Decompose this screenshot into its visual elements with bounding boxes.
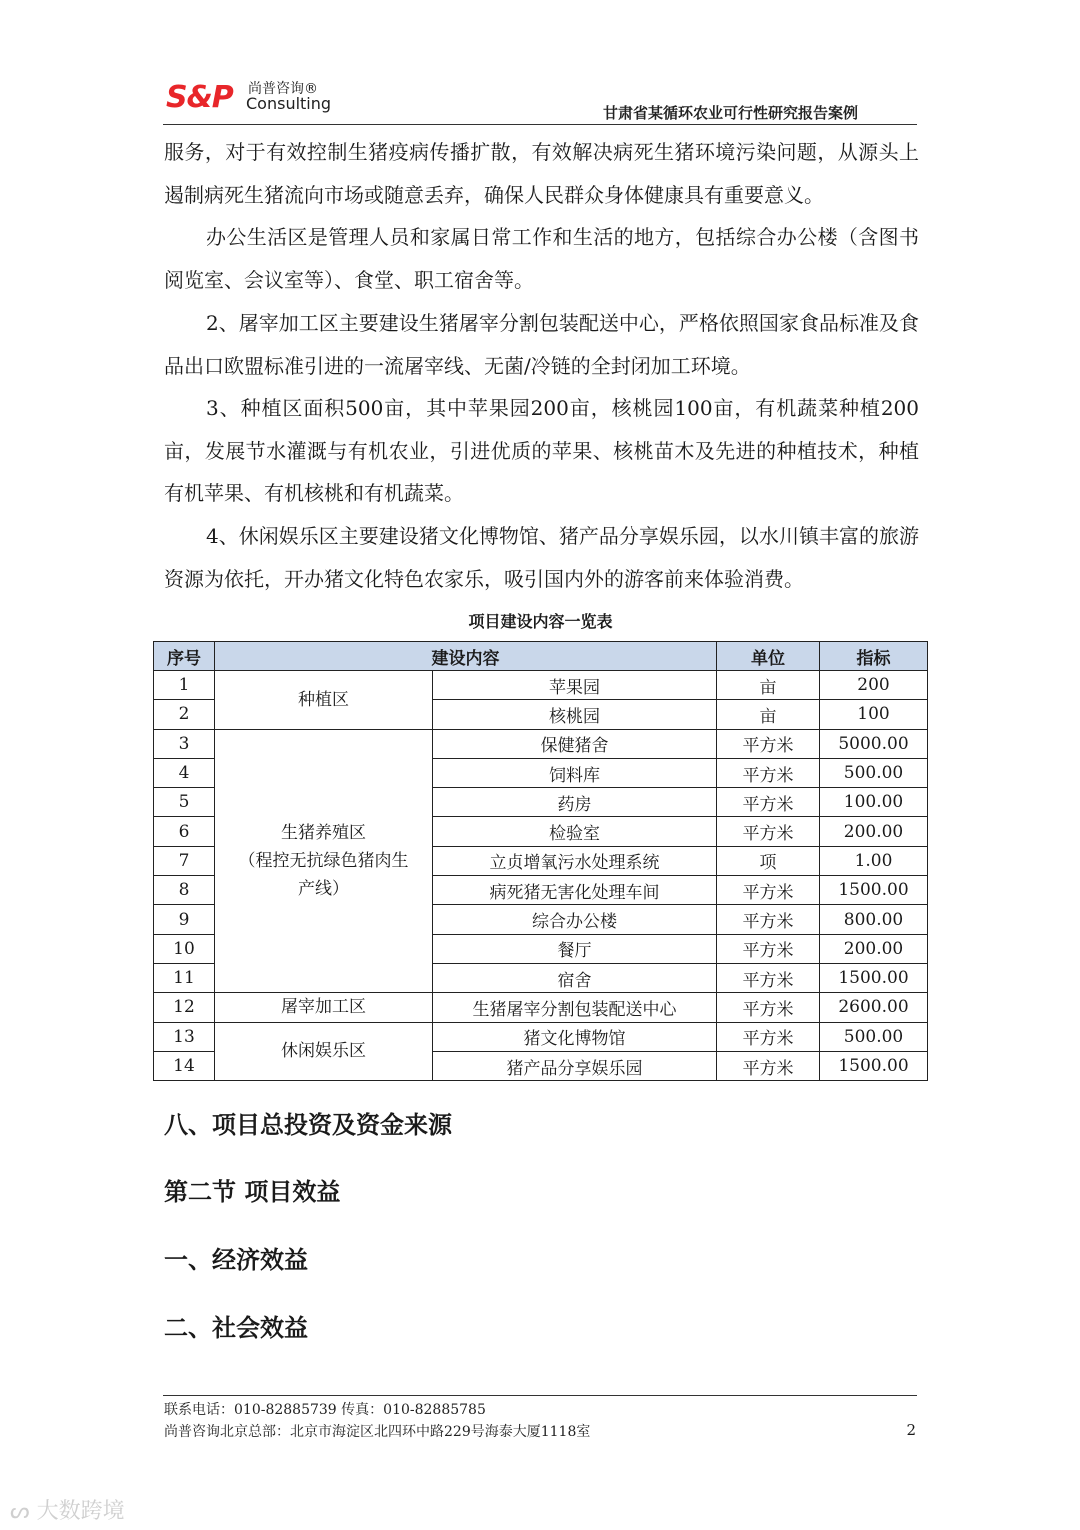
- table-header-row: [154, 642, 928, 671]
- paragraph-1: 服务，对于有效控制生猪疫病传播扩散，有效解决病死生猪环境污染问题，从源头上遏制病死生猪流向市场或随意丢弃，确保人民群众身体健康具有重要意义。: [164, 140, 919, 207]
- row-unit: 平方米: [717, 934, 820, 963]
- logo-english-name: Consulting: [246, 94, 332, 113]
- row-value: 100.00: [820, 788, 928, 817]
- zone-breeding: [215, 729, 433, 993]
- header-divider: [163, 124, 917, 125]
- row-item: 立贞增氧污水处理系统: [433, 846, 717, 875]
- table-row: [154, 1022, 928, 1051]
- row-no: 2: [154, 700, 215, 729]
- logo-chinese-name: 尚普咨询®: [248, 81, 318, 97]
- row-no: 10: [154, 934, 215, 963]
- row-unit: 平方米: [717, 758, 820, 787]
- row-item: 饲料库: [433, 758, 717, 787]
- section-heading-benefits: 第二节 项目效益: [164, 1178, 341, 1206]
- row-no: 9: [154, 905, 215, 934]
- row-item: 核桃园: [433, 700, 717, 729]
- paragraph-5: 4、休闲娱乐区主要建设猪文化博物馆、猪产品分享娱乐园，以水川镇丰富的旅游资源为依托，开办猪文化特色农家乐，吸引国内外的游客前来体验消费。: [164, 524, 919, 591]
- watermark: [10, 1494, 125, 1525]
- footer-divider: [163, 1395, 917, 1396]
- row-value: 5000.00: [820, 729, 928, 758]
- page-number: 2: [906, 1421, 916, 1439]
- row-unit: 亩: [717, 700, 820, 729]
- row-no: 1: [154, 671, 215, 700]
- row-item: 餐厅: [433, 934, 717, 963]
- paragraph-3: 2、屠宰加工区主要建设生猪屠宰分割包装配送中心，严格依照国家食品标准及食品出口欧盟标准引进的一流屠宰线、无菌/冷链的全封闭加工环境。: [164, 311, 919, 378]
- header-unit: 单位: [717, 642, 820, 671]
- section-heading-social: 二、社会效益: [164, 1314, 308, 1342]
- row-unit: 平方米: [717, 817, 820, 846]
- row-unit: 亩: [717, 671, 820, 700]
- row-unit: 平方米: [717, 876, 820, 905]
- row-item: 病死猪无害化处理车间: [433, 876, 717, 905]
- row-value: 1500.00: [820, 1051, 928, 1080]
- construction-content-table: [153, 641, 928, 1081]
- row-value: 800.00: [820, 905, 928, 934]
- row-value: 500.00: [820, 758, 928, 787]
- header-value: 指标: [820, 642, 928, 671]
- row-unit: 平方米: [717, 993, 820, 1022]
- row-no: 8: [154, 876, 215, 905]
- row-no: 3: [154, 729, 215, 758]
- row-no: 6: [154, 817, 215, 846]
- row-value: 200.00: [820, 934, 928, 963]
- footer-address: 尚普咨询北京总部：北京市海淀区北四环中路229号海泰大厦1118室: [164, 1424, 591, 1440]
- section-heading-economic: 一、经济效益: [164, 1246, 308, 1274]
- row-no: 12: [154, 993, 215, 1022]
- row-unit: 平方米: [717, 1022, 820, 1051]
- row-no: 7: [154, 846, 215, 875]
- paragraph-2: 办公生活区是管理人员和家属日常工作和生活的地方，包括综合办公楼（含图书阅览室、会议室等）、食堂、职工宿舍等。: [164, 225, 919, 292]
- row-item: 猪产品分享娱乐园: [433, 1051, 717, 1080]
- table-row: [154, 729, 928, 758]
- zone-slaughter: 屠宰加工区: [215, 993, 433, 1022]
- row-no: 13: [154, 1022, 215, 1051]
- row-value: 1500.00: [820, 963, 928, 992]
- table-row: [154, 671, 928, 700]
- row-no: 14: [154, 1051, 215, 1080]
- row-unit: 平方米: [717, 963, 820, 992]
- zone-breeding-line-3: 产线）: [298, 878, 349, 899]
- row-value: 1.00: [820, 846, 928, 875]
- row-unit: 平方米: [717, 905, 820, 934]
- footer-contact: 联系电话：010-82885739 传真：010-82885785: [164, 1402, 486, 1418]
- watermark-icon: ᔕ: [10, 1499, 30, 1524]
- paragraph-4: 3、种植区面积500亩，其中苹果园200亩，核桃园100亩，有机蔬菜种植200亩，发展节水灌溉与有机农业，引进优质的苹果、核桃苗木及先进的种植技术，种植有机苹果、有机核桃和有机蔬菜。: [164, 396, 919, 505]
- zone-planting: 种植区: [215, 671, 433, 730]
- zone-breeding-line-2: （程控无抗绿色猪肉生: [238, 850, 409, 871]
- table-row: [154, 993, 928, 1022]
- row-no: 11: [154, 963, 215, 992]
- row-unit: 平方米: [717, 788, 820, 817]
- row-value: 200: [820, 671, 928, 700]
- watermark-text: 大数跨境: [36, 1499, 125, 1524]
- row-item: 保健猪舍: [433, 729, 717, 758]
- logo-mark: S&P: [166, 80, 233, 115]
- table-caption: 项目建设内容一览表: [468, 612, 613, 631]
- header-no: 序号: [154, 642, 215, 671]
- zone-leisure: 休闲娱乐区: [215, 1022, 433, 1081]
- row-no: 5: [154, 788, 215, 817]
- row-item: 猪文化博物馆: [433, 1022, 717, 1051]
- row-item: 生猪屠宰分割包装配送中心: [433, 993, 717, 1022]
- row-value: 1500.00: [820, 876, 928, 905]
- document-title: 甘肃省某循环农业可行性研究报告案例: [602, 104, 858, 122]
- row-no: 4: [154, 758, 215, 787]
- row-value: 2600.00: [820, 993, 928, 1022]
- zone-breeding-line-1: 生猪养殖区: [281, 822, 366, 843]
- section-heading-investment: 八、项目总投资及资金来源: [164, 1111, 452, 1139]
- row-item: 综合办公楼: [433, 905, 717, 934]
- row-value: 500.00: [820, 1022, 928, 1051]
- row-value: 200.00: [820, 817, 928, 846]
- row-item: 检验室: [433, 817, 717, 846]
- company-logo: [166, 78, 336, 118]
- row-item: 苹果园: [433, 671, 717, 700]
- header-content: 建设内容: [215, 642, 717, 671]
- row-unit: 平方米: [717, 729, 820, 758]
- row-item: 药房: [433, 788, 717, 817]
- row-value: 100: [820, 700, 928, 729]
- row-unit: 平方米: [717, 1051, 820, 1080]
- row-unit: 项: [717, 846, 820, 875]
- row-item: 宿舍: [433, 963, 717, 992]
